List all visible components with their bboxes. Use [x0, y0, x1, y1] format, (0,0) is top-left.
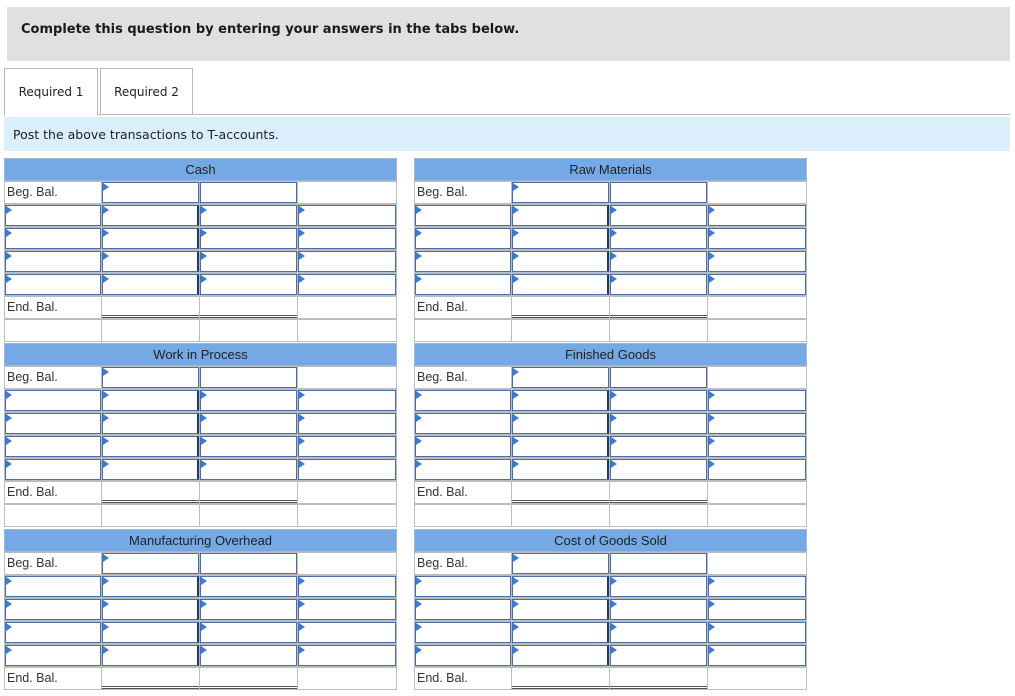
transaction-ref-input[interactable] [415, 622, 511, 643]
ending-balance-label: End. Bal. [417, 671, 468, 685]
t-account-cell [707, 296, 807, 319]
t-account-cell [707, 667, 807, 690]
t-account-cell [707, 319, 807, 342]
beginning-debit-input[interactable] [102, 367, 199, 388]
beginning-credit-input[interactable] [610, 553, 707, 574]
ending-balance-label: End. Bal. [417, 300, 468, 314]
beginning-balance-label: Beg. Bal. [7, 556, 58, 570]
transaction-ref-input[interactable] [5, 205, 101, 226]
ending-debit-total-line [102, 686, 199, 689]
credit-amount-input[interactable] [298, 599, 396, 620]
ending-debit-total-line [512, 500, 609, 503]
t-account-title: Finished Goods [414, 343, 807, 366]
transaction-ref-input[interactable] [5, 459, 101, 480]
t-account-row [4, 273, 397, 296]
t-account-row [4, 458, 397, 481]
debit-amount-input[interactable] [102, 390, 199, 411]
debit-amount-input[interactable] [102, 413, 199, 434]
debit-amount-input[interactable] [512, 622, 609, 643]
t-account-cell [297, 481, 397, 504]
ending-credit-total-line [200, 686, 297, 689]
credit-ref-input[interactable] [200, 459, 297, 480]
credit-amount-input[interactable] [298, 274, 396, 295]
t-account-row [4, 204, 397, 227]
credit-ref-input[interactable] [200, 599, 297, 620]
t-account-row [4, 481, 397, 504]
t-account-cell [199, 319, 298, 342]
credit-amount-input[interactable] [298, 228, 396, 249]
t-account-cell [297, 667, 397, 690]
t-account-row [414, 621, 807, 644]
t-account-row [4, 504, 397, 527]
t-account-row [414, 575, 807, 598]
beginning-credit-input[interactable] [200, 553, 297, 574]
t-account-row [4, 621, 397, 644]
credit-amount-input[interactable] [298, 645, 396, 666]
tab-required-2[interactable]: Required 2 [100, 68, 193, 115]
t-account-row [414, 296, 807, 319]
beginning-balance-label: Beg. Bal. [7, 185, 58, 199]
credit-amount-input[interactable] [298, 205, 396, 226]
t-account-row [414, 250, 807, 273]
credit-amount-input[interactable] [708, 205, 806, 226]
t-account-row [4, 598, 397, 621]
t-account-row [4, 412, 397, 435]
transaction-ref-input[interactable] [5, 622, 101, 643]
t-account-cell [297, 296, 397, 319]
credit-ref-input[interactable] [200, 436, 297, 457]
t-account-row [414, 458, 807, 481]
transaction-ref-input[interactable] [415, 436, 511, 457]
debit-amount-input[interactable] [102, 436, 199, 457]
t-account-cell [297, 366, 397, 389]
credit-amount-input[interactable] [298, 390, 396, 411]
transaction-ref-input[interactable] [415, 205, 511, 226]
t-account-cell [297, 504, 397, 527]
t-account-row [414, 667, 807, 690]
t-account-cell [511, 504, 610, 527]
t-account-cell [297, 319, 397, 342]
debit-amount-input[interactable] [102, 459, 199, 480]
beginning-debit-input[interactable] [102, 182, 199, 203]
credit-ref-input[interactable] [610, 645, 707, 666]
debit-amount-input[interactable] [512, 205, 609, 226]
prompt-text: Post the above transactions to T-accounts. [13, 127, 279, 142]
credit-ref-input[interactable] [200, 251, 297, 272]
t-account-row [4, 435, 397, 458]
ending-debit-total-line [512, 686, 609, 689]
transaction-ref-input[interactable] [5, 228, 101, 249]
t-account-cell [101, 319, 200, 342]
tab-required-1[interactable]: Required 1 [4, 68, 98, 116]
t-account-row [414, 181, 807, 204]
credit-ref-input[interactable] [610, 459, 707, 480]
debit-amount-input[interactable] [512, 228, 609, 249]
transaction-ref-input[interactable] [415, 413, 511, 434]
beginning-balance-label: Beg. Bal. [417, 556, 468, 570]
debit-amount-input[interactable] [512, 576, 609, 597]
credit-ref-input[interactable] [200, 576, 297, 597]
debit-amount-input[interactable] [512, 251, 609, 272]
transaction-ref-input[interactable] [5, 576, 101, 597]
credit-amount-input[interactable] [708, 251, 806, 272]
credit-amount-input[interactable] [708, 576, 806, 597]
debit-amount-input[interactable] [512, 390, 609, 411]
credit-amount-input[interactable] [298, 576, 396, 597]
t-account-cell [707, 504, 807, 527]
t-account-row [4, 389, 397, 412]
beginning-credit-input[interactable] [610, 182, 707, 203]
t-account-row [414, 319, 807, 342]
ending-credit-total-line [610, 686, 707, 689]
t-account-cell [297, 181, 397, 204]
debit-amount-input[interactable] [102, 645, 199, 666]
transaction-ref-input[interactable] [415, 645, 511, 666]
beginning-debit-input[interactable] [512, 553, 609, 574]
credit-ref-input[interactable] [610, 599, 707, 620]
t-account-row [414, 273, 807, 296]
t-account-cell [707, 552, 807, 575]
beginning-credit-input[interactable] [200, 367, 297, 388]
ending-debit-total-line [512, 315, 609, 318]
t-account-finished-goods [414, 343, 807, 527]
transaction-ref-input[interactable] [5, 274, 101, 295]
debit-amount-input[interactable] [102, 622, 199, 643]
instruction-text: Complete this question by entering your answers in the tabs below. [21, 22, 520, 37]
beginning-credit-input[interactable] [610, 367, 707, 388]
beginning-debit-input[interactable] [102, 553, 199, 574]
t-account-cell [199, 504, 298, 527]
beginning-credit-input[interactable] [200, 182, 297, 203]
credit-amount-input[interactable] [708, 599, 806, 620]
t-account-cell [707, 181, 807, 204]
transaction-ref-input[interactable] [415, 390, 511, 411]
debit-amount-input[interactable] [512, 436, 609, 457]
credit-ref-input[interactable] [200, 228, 297, 249]
t-account-title: Work in Process [4, 343, 397, 366]
debit-amount-input[interactable] [102, 205, 199, 226]
credit-ref-input[interactable] [200, 274, 297, 295]
debit-amount-input[interactable] [102, 599, 199, 620]
debit-amount-input[interactable] [512, 459, 609, 480]
credit-ref-input[interactable] [610, 390, 707, 411]
t-account-title: Cash [4, 158, 397, 181]
credit-ref-input[interactable] [610, 274, 707, 295]
credit-amount-input[interactable] [298, 251, 396, 272]
ending-balance-label: End. Bal. [7, 300, 58, 314]
t-account-row [414, 504, 807, 527]
beginning-debit-input[interactable] [512, 367, 609, 388]
ending-credit-total-line [610, 315, 707, 318]
transaction-ref-input[interactable] [415, 274, 511, 295]
t-account-row [4, 366, 397, 389]
credit-amount-input[interactable] [298, 436, 396, 457]
credit-amount-input[interactable] [708, 436, 806, 457]
transaction-ref-input[interactable] [5, 599, 101, 620]
t-account-cell [707, 481, 807, 504]
instruction-bar [7, 7, 1010, 61]
t-account-cell [609, 504, 708, 527]
t-account-work-in-process [4, 343, 397, 527]
credit-ref-input[interactable] [200, 645, 297, 666]
t-account-row [4, 227, 397, 250]
t-account-cell [101, 504, 200, 527]
debit-amount-input[interactable] [512, 645, 609, 666]
t-account-title: Cost of Goods Sold [414, 529, 807, 552]
t-account-cash [4, 158, 397, 342]
transaction-ref-input[interactable] [5, 436, 101, 457]
t-account-cell [414, 504, 512, 527]
credit-amount-input[interactable] [708, 459, 806, 480]
ending-balance-label: End. Bal. [7, 671, 58, 685]
t-account-row [4, 644, 397, 667]
t-account-row [4, 319, 397, 342]
credit-ref-input[interactable] [610, 413, 707, 434]
beginning-balance-label: Beg. Bal. [417, 185, 468, 199]
t-account-cost-of-goods-sold [414, 529, 807, 690]
transaction-ref-input[interactable] [415, 599, 511, 620]
t-account-row [414, 204, 807, 227]
ending-debit-total-line [102, 500, 199, 503]
debit-amount-input[interactable] [102, 228, 199, 249]
transaction-ref-input[interactable] [415, 576, 511, 597]
credit-amount-input[interactable] [708, 645, 806, 666]
debit-amount-input[interactable] [512, 413, 609, 434]
t-account-row [4, 552, 397, 575]
credit-amount-input[interactable] [708, 228, 806, 249]
transaction-ref-input[interactable] [5, 390, 101, 411]
credit-ref-input[interactable] [200, 413, 297, 434]
t-account-row [414, 598, 807, 621]
t-account-manufacturing-overhead [4, 529, 397, 690]
t-account-cell [511, 319, 610, 342]
t-account-cell [4, 504, 102, 527]
ending-credit-total-line [610, 500, 707, 503]
credit-ref-input[interactable] [610, 205, 707, 226]
credit-ref-input[interactable] [610, 251, 707, 272]
t-account-row [4, 575, 397, 598]
t-account-cell [707, 366, 807, 389]
t-account-row [414, 552, 807, 575]
ending-credit-total-line [200, 500, 297, 503]
transaction-ref-input[interactable] [5, 413, 101, 434]
t-account-row [414, 389, 807, 412]
ending-debit-total-line [102, 315, 199, 318]
t-account-row [4, 181, 397, 204]
debit-amount-input[interactable] [102, 251, 199, 272]
ending-credit-total-line [200, 315, 297, 318]
credit-ref-input[interactable] [610, 228, 707, 249]
debit-amount-input[interactable] [102, 576, 199, 597]
beginning-balance-label: Beg. Bal. [417, 370, 468, 384]
t-account-cell [297, 552, 397, 575]
transaction-ref-input[interactable] [415, 228, 511, 249]
debit-amount-input[interactable] [512, 274, 609, 295]
ending-balance-label: End. Bal. [7, 485, 58, 499]
t-account-row [414, 644, 807, 667]
t-account-row [4, 296, 397, 319]
credit-amount-input[interactable] [708, 274, 806, 295]
credit-ref-input[interactable] [610, 576, 707, 597]
credit-ref-input[interactable] [610, 436, 707, 457]
credit-ref-input[interactable] [200, 622, 297, 643]
t-account-row [414, 227, 807, 250]
t-account-row [4, 667, 397, 690]
beginning-debit-input[interactable] [512, 182, 609, 203]
debit-amount-input[interactable] [512, 599, 609, 620]
ending-balance-label: End. Bal. [417, 485, 468, 499]
t-account-raw-materials [414, 158, 807, 342]
credit-amount-input[interactable] [298, 459, 396, 480]
debit-amount-input[interactable] [102, 274, 199, 295]
t-account-row [414, 366, 807, 389]
credit-amount-input[interactable] [708, 390, 806, 411]
t-account-title: Manufacturing Overhead [4, 529, 397, 552]
t-account-cell [609, 319, 708, 342]
transaction-ref-input[interactable] [5, 645, 101, 666]
transaction-ref-input[interactable] [5, 251, 101, 272]
transaction-ref-input[interactable] [415, 251, 511, 272]
t-account-row [4, 250, 397, 273]
credit-amount-input[interactable] [298, 622, 396, 643]
credit-amount-input[interactable] [298, 413, 396, 434]
prompt-bar [4, 117, 1010, 151]
credit-amount-input[interactable] [708, 622, 806, 643]
credit-ref-input[interactable] [610, 622, 707, 643]
t-account-row [414, 481, 807, 504]
t-account-cell [4, 319, 102, 342]
credit-ref-input[interactable] [200, 390, 297, 411]
beginning-balance-label: Beg. Bal. [7, 370, 58, 384]
t-account-row [414, 435, 807, 458]
credit-ref-input[interactable] [200, 205, 297, 226]
transaction-ref-input[interactable] [415, 459, 511, 480]
t-account-title: Raw Materials [414, 158, 807, 181]
credit-amount-input[interactable] [708, 413, 806, 434]
t-account-cell [414, 319, 512, 342]
t-account-row [414, 412, 807, 435]
